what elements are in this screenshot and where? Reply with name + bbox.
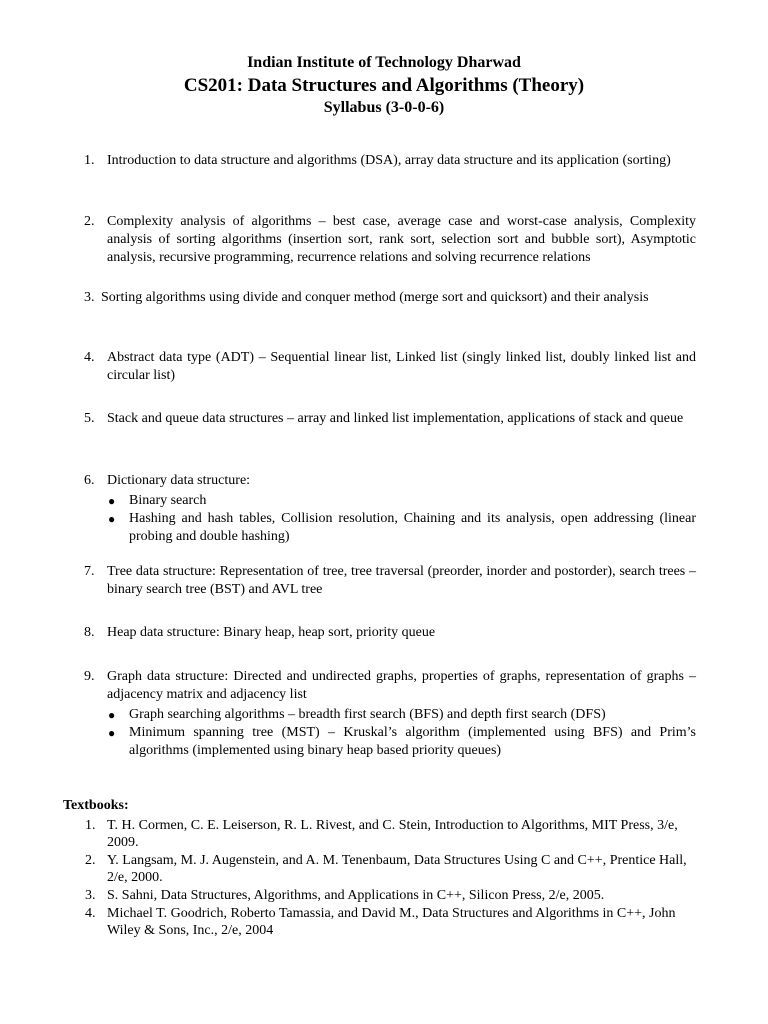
topic-number: 4. [84, 350, 95, 365]
topic-item [84, 152, 696, 170]
topic-item [84, 472, 696, 546]
topic-text: Complexity analysis of algorithms – best case, average case and worst-case analysis, Complexity analysis of sorting algorithms (insertion sort, rank sort, selection sort and bubble sort), Asymptotic analysis, recursive programming, recurrence relations and solving recurrence relations [107, 214, 696, 265]
bullet-icon: ● [108, 494, 116, 508]
topic-item [84, 563, 696, 599]
textbook-text: S. Sahni, Data Structures, Algorithms, and Applications in C++, Silicon Press, 2/e, 2005. [107, 888, 605, 903]
topic-number: 3. [84, 290, 95, 305]
textbook-number: 3. [85, 888, 96, 903]
subtopic-text: Minimum spanning tree (MST) – Kruskal’s algorithm (implemented using BFS) and Prim’s algorithms (implemented using binary heap based priority queues) [129, 725, 696, 758]
topic-item [84, 624, 696, 642]
topic-number: 9. [84, 669, 95, 684]
institute-name: Indian Institute of Technology Dharwad [247, 54, 521, 71]
textbook-number: 4. [85, 906, 96, 921]
topic-number: 5. [84, 411, 95, 426]
subtopic-list [84, 492, 696, 546]
topic-text: Introduction to data structure and algorithms (DSA), array data structure and its application (sorting) [107, 153, 671, 168]
textbook-text: Y. Langsam, M. J. Augenstein, and A. M. Tenenbaum, Data Structures Using C and C++, Prentice Hall, 2/e, 2000. [107, 853, 687, 885]
course-title: CS201: Data Structures and Algorithms (Theory) [183, 75, 585, 96]
syllabus-subtitle: Syllabus (3-0-0-6) [323, 99, 445, 116]
topic-number: 1. [84, 153, 95, 168]
subtopic-text: Hashing and hash tables, Collision resolution, Chaining and its analysis, open addressing (linear probing and double hashing) [129, 511, 696, 544]
topic-text: Abstract data type (ADT) – Sequential linear list, Linked list (singly linked list, doubly linked list and circular list) [107, 350, 696, 383]
textbook-list [63, 817, 698, 939]
textbook-item [63, 905, 698, 939]
bullet-icon: ● [108, 726, 116, 740]
topic-item [84, 668, 696, 760]
topic-number: 6. [84, 473, 95, 488]
topic-text: Tree data structure: Representation of tree, tree traversal (preorder, inorder and postorder), search trees – binary search tree (BST) and AVL tree [107, 564, 696, 597]
textbook-item [63, 887, 698, 904]
topic-item [84, 213, 696, 267]
textbook-text: T. H. Cormen, C. E. Leiserson, R. L. Rivest, and C. Stein, Introduction to Algorithms, MIT Press, 3/e, 2009. [107, 818, 678, 850]
topic-number: 7. [84, 564, 95, 579]
subtopic-item [84, 492, 696, 510]
subtopic-item [84, 510, 696, 546]
topic-text: Stack and queue data structures – array and linked list implementation, applications of stack and queue [107, 411, 684, 426]
topic-text: Graph data structure: Directed and undirected graphs, properties of graphs, representation of graphs – adjacency matrix and adjacency list [107, 669, 696, 702]
topic-item [84, 349, 696, 385]
subtopic-text: Graph searching algorithms – breadth first search (BFS) and depth first search (DFS) [129, 707, 606, 722]
textbook-number: 2. [85, 853, 96, 868]
textbooks-heading: Textbooks: [63, 798, 129, 813]
textbook-number: 1. [85, 818, 96, 833]
textbook-text: Michael T. Goodrich, Roberto Tamassia, and David M., Data Structures and Algorithms in C++, John Wiley & Sons, Inc., 2/e, 2004 [107, 906, 676, 938]
subtopic-item [84, 706, 696, 724]
subtopic-item [84, 724, 696, 760]
bullet-icon: ● [108, 512, 116, 526]
topic-text: Dictionary data structure: [107, 473, 251, 488]
subtopic-text: Binary search [129, 493, 207, 508]
textbook-item [63, 817, 698, 851]
topic-text: Sorting algorithms using divide and conquer method (merge sort and quicksort) and their analysis [101, 290, 649, 305]
document-header [0, 53, 768, 118]
bullet-icon: ● [108, 708, 116, 722]
topic-item [84, 410, 696, 428]
topic-number: 2. [84, 214, 95, 229]
textbook-item [63, 852, 698, 886]
topic-number: 8. [84, 625, 95, 640]
subtopic-list [84, 706, 696, 760]
topic-text: Heap data structure: Binary heap, heap sort, priority queue [107, 625, 436, 640]
topic-item [84, 289, 696, 307]
textbooks-section [63, 797, 698, 940]
